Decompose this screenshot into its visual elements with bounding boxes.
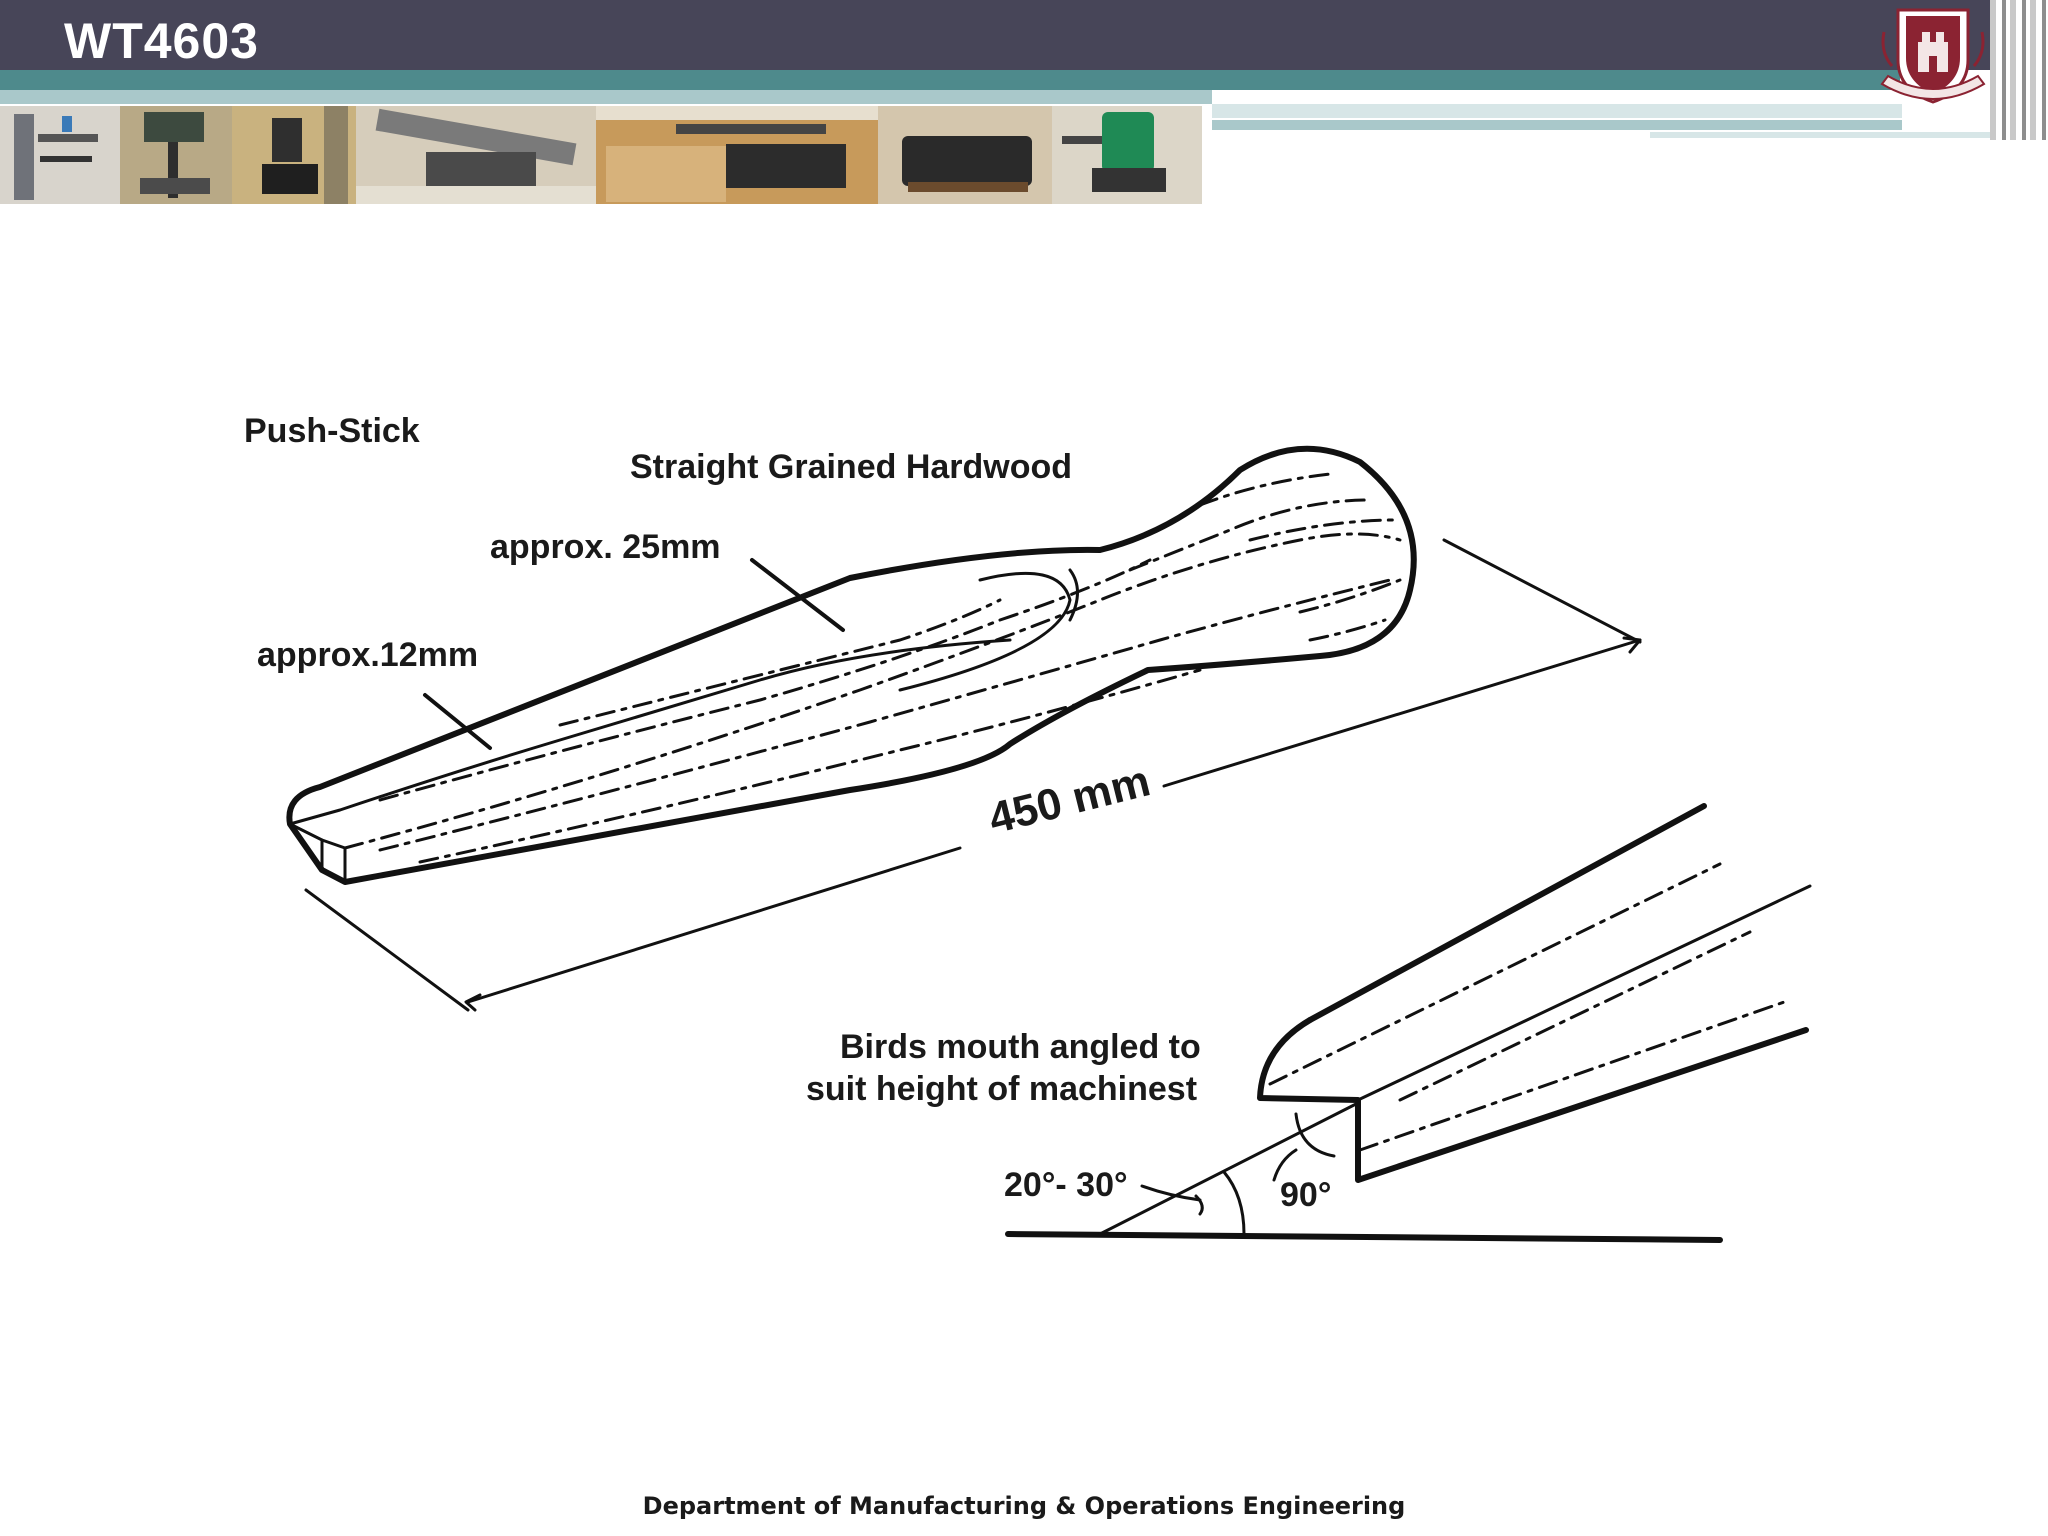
length-dimension-line xyxy=(468,848,960,1002)
push-stick-label: Push-Stick xyxy=(244,412,420,450)
detail-top-edge xyxy=(1310,806,1704,1020)
length-label: 450 mm xyxy=(984,756,1155,844)
thickness-label: approx.12mm xyxy=(257,636,479,674)
material-label: Straight Grained Hardwood xyxy=(630,448,1073,486)
right-angle-label: 90° xyxy=(1280,1176,1332,1214)
angle-range-label: 20°- 30° xyxy=(1004,1166,1128,1204)
course-code: WT4603 xyxy=(64,13,259,69)
footer-department: Department of Manufacturing & Operations Engineering xyxy=(642,1492,1406,1520)
machine-table-line xyxy=(1008,1234,1720,1240)
birds-mouth-label-line2: suit height of machinest xyxy=(806,1070,1198,1108)
width-label: approx. 25mm xyxy=(490,528,721,566)
birds-mouth-label-line1: Birds mouth angled to xyxy=(840,1028,1201,1066)
width-leader-line xyxy=(752,560,843,630)
